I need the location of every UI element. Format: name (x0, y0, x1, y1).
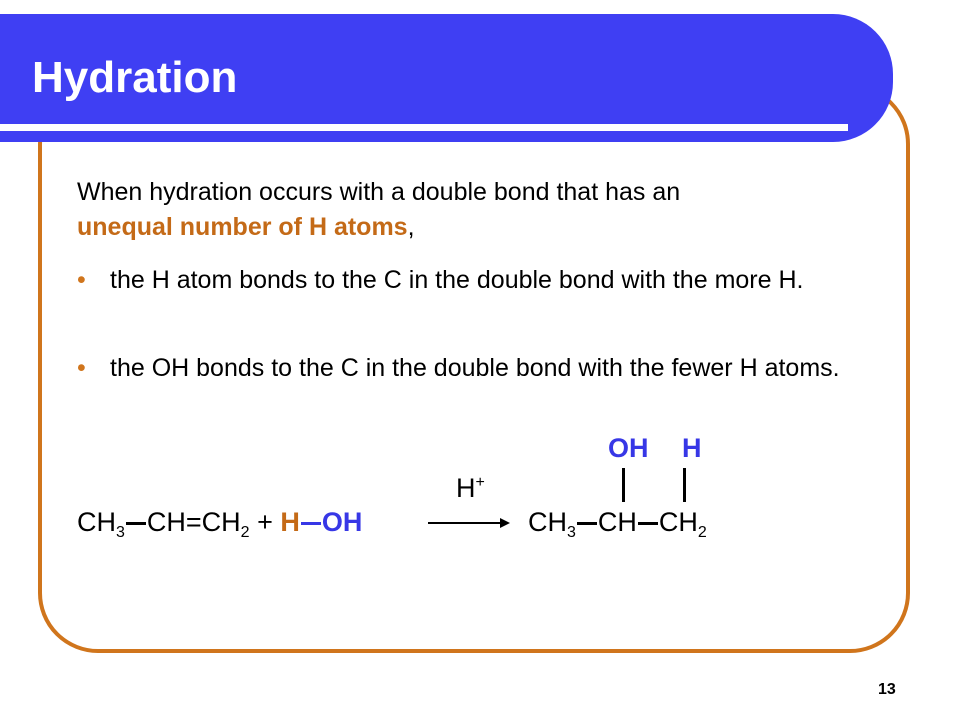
product-sub2: 2 (697, 524, 707, 541)
slide-title: Hydration (32, 53, 238, 102)
intro-highlight: unequal number of H atoms (77, 213, 408, 241)
reactant-sub2: 2 (240, 524, 250, 541)
page-number: 13 (878, 681, 896, 698)
single-bond (126, 522, 146, 525)
product-ch2: CH (597, 507, 637, 537)
reactant-sub1: 3 (116, 524, 125, 541)
bullet-2: the OH bonds to the C in the double bond with the fewer H atoms. (110, 354, 840, 382)
substituent-oh: OH (608, 433, 649, 463)
bullet-dot: • (77, 354, 86, 382)
intro-paragraph (77, 175, 897, 245)
substituent-h: H (682, 433, 702, 463)
catalyst (456, 475, 485, 502)
bullet-1: the H atom bonds to the C in the double bond with the more H. (110, 266, 804, 294)
product (528, 507, 707, 541)
catalyst-charge: + (475, 474, 485, 491)
intro-end: , (407, 213, 415, 241)
catalyst-base: H (456, 473, 476, 503)
plus-sign: + (257, 507, 273, 537)
product-ch3: CH (658, 507, 698, 537)
water-bond (301, 522, 321, 525)
reaction-arrow (428, 516, 510, 530)
bond-line-oh (622, 468, 625, 502)
reaction-equation (77, 507, 363, 541)
product-ch1: CH (528, 507, 567, 537)
water-oh: OH (321, 507, 363, 537)
single-bond (577, 522, 597, 525)
bond-line-h (683, 468, 686, 502)
water-h: H (280, 507, 300, 537)
intro-text: When hydration occurs with a double bond that has an (77, 178, 681, 206)
product-sub1: 3 (567, 524, 576, 541)
reactant-ch: CH (77, 507, 116, 537)
bullet-dot: • (77, 266, 86, 294)
reactant-rest: CH=CH (146, 507, 241, 537)
title-underline (0, 124, 848, 131)
single-bond (638, 522, 658, 525)
title-bar (0, 14, 893, 142)
